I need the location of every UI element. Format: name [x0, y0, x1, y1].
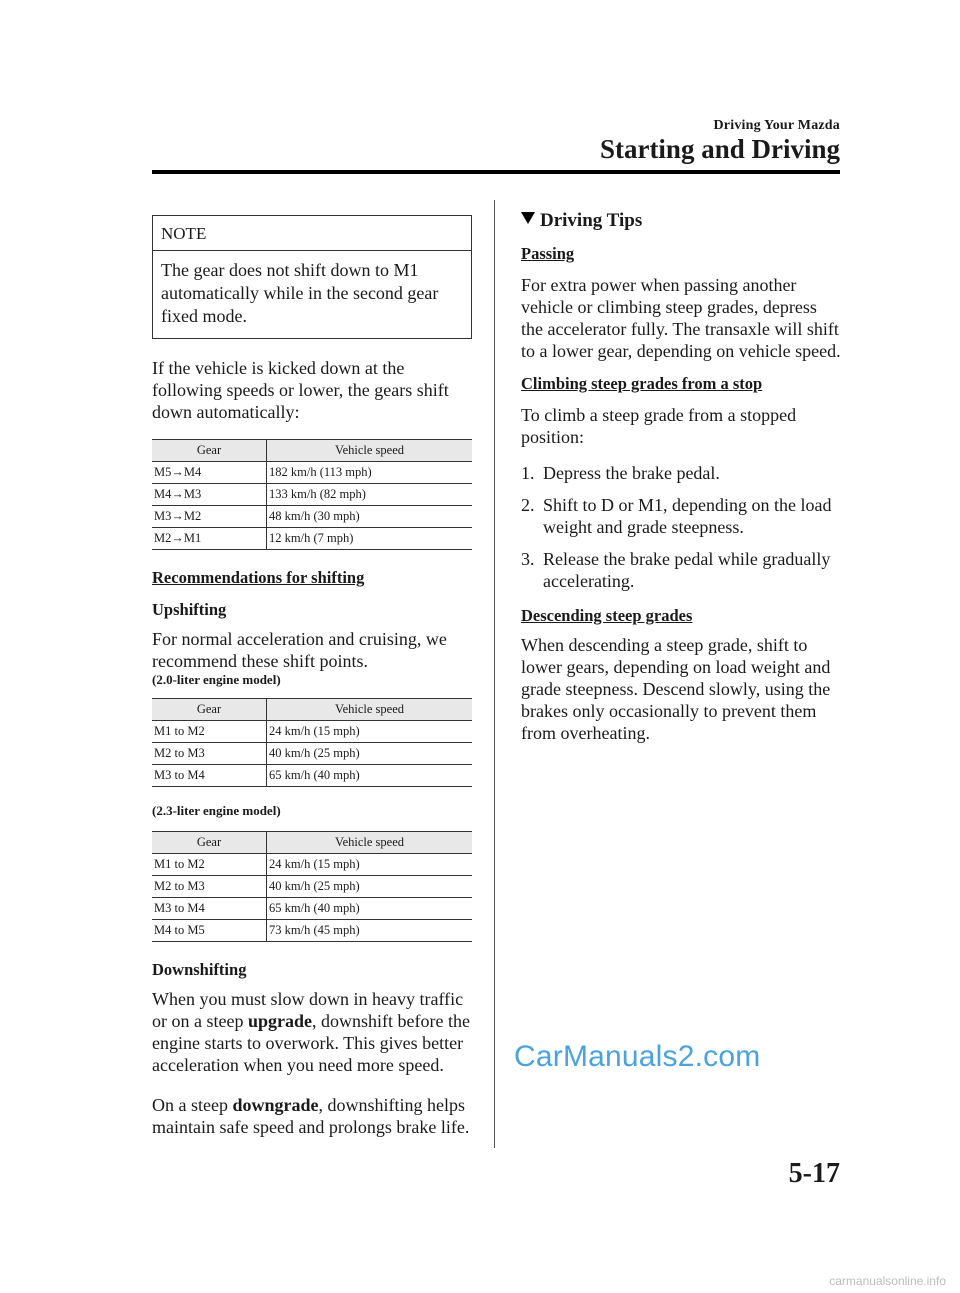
upgrade-term: upgrade — [247, 1011, 312, 1031]
downshift-p1-text-a: When you must slow down in heavy traffic or on a steep — [152, 989, 464, 1031]
gear-cell: M5→M4 — [152, 462, 267, 484]
chapter-label: Driving Your Mazda — [713, 118, 840, 133]
descend-heading: Descending steep grades — [521, 606, 693, 625]
gear-cell: M4→M3 — [152, 484, 267, 506]
downgrade-term: downgrade — [232, 1095, 319, 1115]
gear-cell: M2 to M3 — [152, 743, 267, 765]
upshift-text: For normal acceleration and cruising, we recommend these shift points. — [152, 629, 447, 671]
upshift-heading: Upshifting — [152, 600, 227, 619]
table-row — [152, 920, 472, 942]
downshift-paragraph-2 — [152, 1094, 472, 1138]
step-number: 3. — [521, 549, 535, 569]
gear-cell: M2→M1 — [152, 528, 267, 550]
note-title: NOTE — [153, 216, 471, 251]
gear-cell: M3 to M4 — [152, 898, 267, 920]
watermark-logo: CarManuals2.com — [514, 1040, 761, 1073]
speed-cell: 65 km/h (40 mph) — [267, 898, 473, 920]
right-column — [521, 210, 841, 744]
downshift-paragraph-1 — [152, 988, 472, 1076]
table-header-row — [152, 699, 472, 721]
col-header-speed: Vehicle speed — [267, 699, 473, 721]
speed-cell: 12 km/h (7 mph) — [267, 528, 473, 550]
caption-23-liter: (2.3-liter engine model) — [152, 803, 281, 818]
climb-heading: Climbing steep grades from a stop — [521, 374, 763, 393]
table-row — [152, 743, 472, 765]
list-item — [521, 494, 841, 538]
col-header-gear: Gear — [152, 832, 267, 854]
caption-20-liter: (2.0-liter engine model) — [152, 672, 281, 687]
driving-tips-label: Driving Tips — [540, 210, 643, 231]
step-number: 1. — [521, 463, 535, 483]
table-row — [152, 506, 472, 528]
list-item — [521, 462, 841, 484]
speed-cell: 24 km/h (15 mph) — [267, 721, 473, 743]
footer-site-label: carmanualsonline.info — [829, 1274, 946, 1288]
speed-cell: 48 km/h (30 mph) — [267, 506, 473, 528]
column-divider — [494, 200, 495, 1148]
step-number: 2. — [521, 495, 535, 515]
climb-text: To climb a steep grade from a stopped position: — [521, 405, 797, 447]
col-header-gear: Gear — [152, 440, 267, 462]
table-row — [152, 876, 472, 898]
step-text: Shift to D or M1, depending on the load weight and grade steepness. — [543, 495, 832, 537]
page-number: 5-17 — [788, 1158, 840, 1189]
passing-heading: Passing — [521, 244, 575, 263]
table-row — [152, 484, 472, 506]
left-column — [152, 215, 472, 1138]
downshift-p2-text-a: On a steep — [152, 1095, 233, 1115]
note-text: The gear does not shift down to M1 automatically while in the second gear fixed mode. — [161, 260, 439, 326]
table-header-row — [152, 440, 472, 462]
kickdown-table — [152, 439, 472, 550]
table-row — [152, 721, 472, 743]
passing-text: For extra power when passing another vehicle or climbing steep grades, depress the accelerator fully. The transaxle will shift to a lower gear, depending on vehicle speed. — [521, 275, 841, 361]
gear-cell: M1 to M2 — [152, 854, 267, 876]
table-header-row — [152, 832, 472, 854]
speed-cell: 65 km/h (40 mph) — [267, 765, 473, 787]
kickdown-text: If the vehicle is kicked down at the following speeds or lower, the gears shift down automatically: — [152, 358, 449, 422]
col-header-speed: Vehicle speed — [267, 440, 473, 462]
rec-heading: Recommendations for shifting — [152, 568, 365, 587]
note-box — [152, 215, 472, 339]
driving-tips-title — [521, 210, 841, 232]
gear-cell: M4 to M5 — [152, 920, 267, 942]
shift-table-23 — [152, 831, 472, 942]
table-row — [152, 528, 472, 550]
table-row — [152, 462, 472, 484]
gear-cell: M2 to M3 — [152, 876, 267, 898]
descend-text: When descending a steep grade, shift to lower gears, depending on load weight and grade steepness. Descend slowly, using the brakes only occasionally to prevent them from overheating. — [521, 635, 831, 743]
speed-cell: 73 km/h (45 mph) — [267, 920, 473, 942]
gear-cell: M3 to M4 — [152, 765, 267, 787]
shift-table-20 — [152, 698, 472, 787]
downshift-p1-text-b: , downshift before the engine starts to overwork. This gives better acceleration when you need more speed. — [152, 1011, 470, 1075]
list-item — [521, 548, 841, 592]
speed-cell: 40 km/h (25 mph) — [267, 743, 473, 765]
section-header-title: Starting and Driving — [599, 134, 840, 164]
speed-cell: 40 km/h (25 mph) — [267, 876, 473, 898]
gear-cell: M1 to M2 — [152, 721, 267, 743]
table-row — [152, 765, 472, 787]
header-rule — [152, 170, 840, 174]
step-text: Depress the brake pedal. — [543, 463, 720, 483]
table-row — [152, 898, 472, 920]
downshift-p2-text-b: , downshifting helps maintain safe speed and prolongs brake life. — [152, 1095, 470, 1137]
table-row — [152, 854, 472, 876]
climb-steps — [521, 462, 841, 592]
speed-cell: 182 km/h (113 mph) — [267, 462, 473, 484]
step-text: Release the brake pedal while gradually accelerating. — [543, 549, 831, 591]
speed-cell: 24 km/h (15 mph) — [267, 854, 473, 876]
speed-cell: 133 km/h (82 mph) — [267, 484, 473, 506]
triangle-down-icon — [521, 212, 535, 224]
col-header-speed: Vehicle speed — [267, 832, 473, 854]
col-header-gear: Gear — [152, 699, 267, 721]
gear-cell: M3→M2 — [152, 506, 267, 528]
downshift-heading: Downshifting — [152, 960, 247, 979]
